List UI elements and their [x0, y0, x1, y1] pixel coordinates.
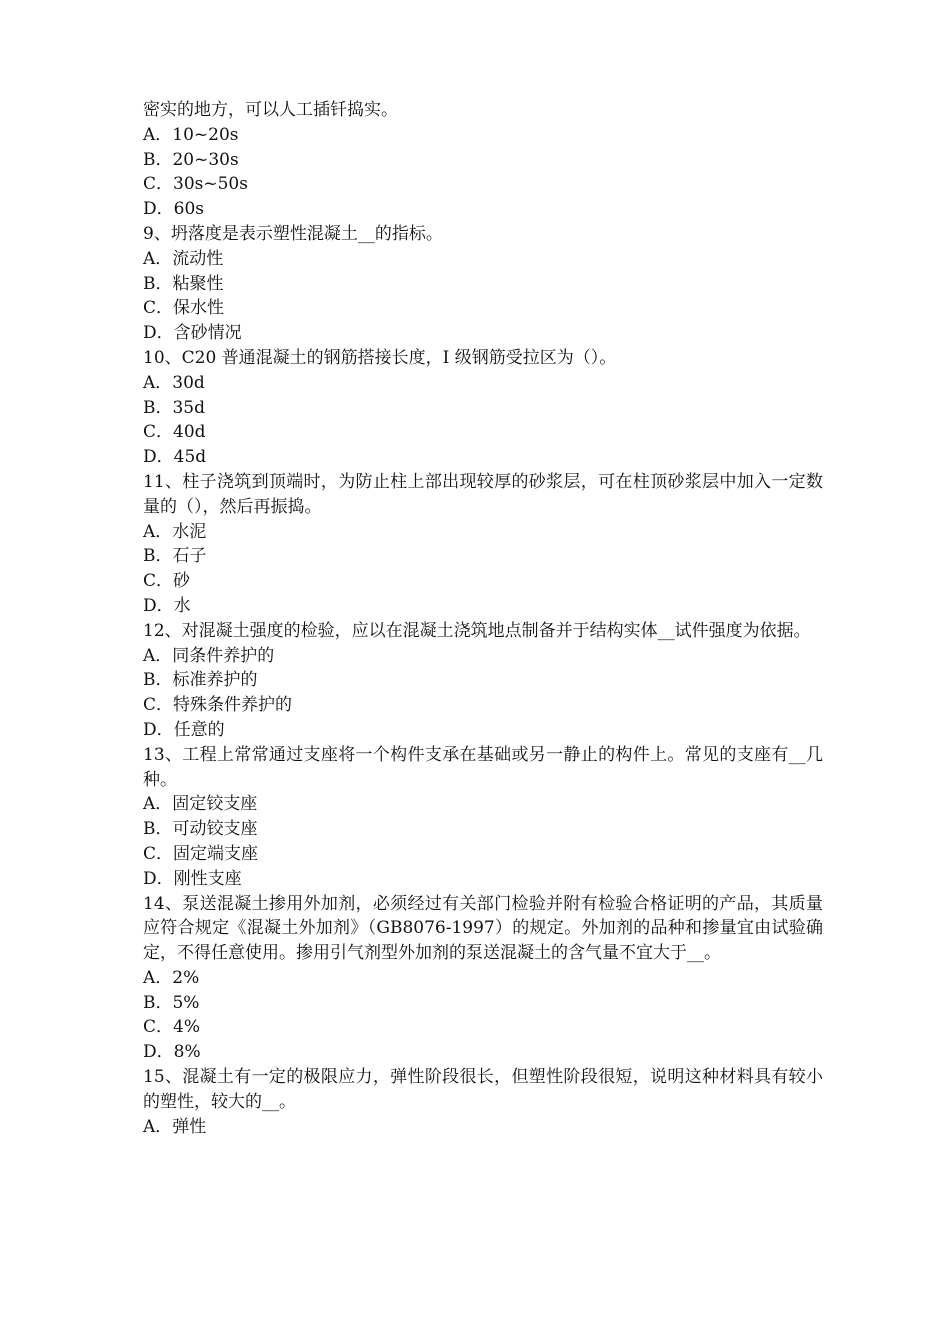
- option-c: C．保水性: [143, 298, 225, 319]
- option-a: A．10~20s: [143, 124, 239, 145]
- option-b: B．标准养护的: [143, 670, 258, 691]
- option-c: C．40d: [143, 422, 206, 443]
- option-b: B．5%: [143, 992, 200, 1013]
- option-d: D．60s: [143, 199, 204, 220]
- option-d: D．任意的: [143, 719, 225, 740]
- document-page: [143, 98, 823, 1139]
- option-a: A．弹性: [143, 1116, 207, 1137]
- question-15: 15、混凝土有一定的极限应力，弹性阶段很长，但塑性阶段很短，说明这种材料具有较小的塑性，较大的__。: [143, 1067, 823, 1112]
- option-a: A．流动性: [143, 248, 224, 269]
- option-d: D．含砂情况: [143, 323, 242, 344]
- option-c: C．砂: [143, 571, 191, 592]
- question-12: 12、对混凝土强度的检验，应以在混凝土浇筑地点制备并于结构实体__试件强度为依据。: [143, 620, 811, 641]
- option-d: D．45d: [143, 447, 207, 468]
- question-10: 10、C20 普通混凝土的钢筋搭接长度，I 级钢筋受拉区为（）。: [143, 347, 617, 368]
- option-c: C．特殊条件养护的: [143, 695, 293, 716]
- option-a: A．固定铰支座: [143, 794, 258, 815]
- option-a: A．同条件养护的: [143, 645, 275, 666]
- option-a: A．2%: [143, 967, 200, 988]
- option-b: B．粘聚性: [143, 273, 224, 294]
- option-a: A．水泥: [143, 521, 207, 542]
- option-b: B．35d: [143, 397, 206, 418]
- option-b: B．石子: [143, 546, 207, 567]
- question-13: 13、工程上常常通过支座将一个构件支承在基础或另一静止的构件上。常见的支座有__几种。: [143, 744, 823, 790]
- option-b: B．20~30s: [143, 149, 239, 170]
- question-9: 9、坍落度是表示塑性混凝土__的指标。: [143, 223, 443, 244]
- question-text-continued: 密实的地方，可以人工插钎捣实。: [143, 100, 398, 120]
- option-d: D．水: [143, 595, 191, 616]
- option-a: A．30d: [143, 372, 205, 393]
- question-14: 14、泵送混凝土掺用外加剂，必须经过有关部门检验并附有检验合格证明的产品，其质量应符合规定《混凝土外加剂》（GB8076-1997）的规定。外加剂的品种和掺量宜由试验确定，不得任意使用。掺用引气剂型外加剂的泵送混凝土的含气量不宜大于__。: [143, 893, 823, 964]
- option-d: D．刚性支座: [143, 868, 242, 889]
- option-c: C．30s~50s: [143, 174, 248, 195]
- option-d: D．8%: [143, 1042, 201, 1063]
- option-c: C．固定端支座: [143, 843, 259, 864]
- option-c: C．4%: [143, 1017, 200, 1038]
- question-11: 11、柱子浇筑到顶端时，为防止柱上部出现较厚的砂浆层，可在柱顶砂浆层中加入一定数量的（），然后再振捣。: [143, 471, 823, 517]
- option-b: B．可动铰支座: [143, 819, 258, 840]
